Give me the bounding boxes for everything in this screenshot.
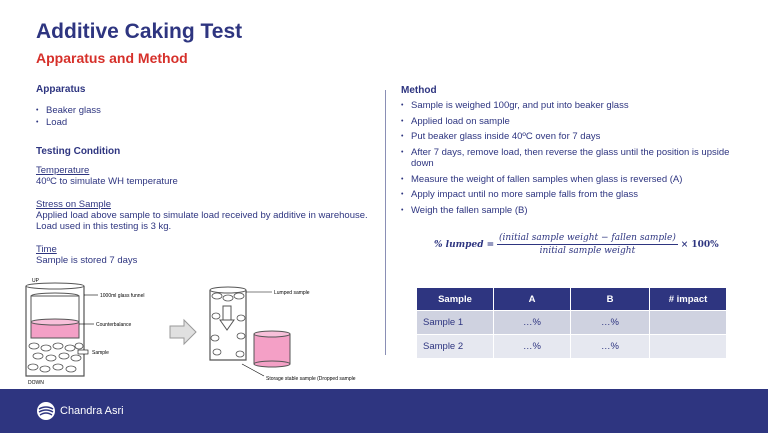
brand-name: Chandra Asri (60, 405, 124, 417)
table-cell: …% (571, 335, 650, 359)
formula-fraction (497, 233, 678, 256)
time-label: Time (36, 244, 57, 255)
lumped-formula (434, 233, 719, 256)
list-item: • Apply impact until no more sample falls from the glass (401, 189, 746, 201)
right-column (401, 85, 746, 220)
table-cell: …% (571, 311, 650, 335)
page-title: Additive Caking Test (36, 20, 243, 43)
list-item: • Applied load on sample (401, 116, 746, 128)
temperature-label: Temperature (36, 165, 90, 176)
funnel-label: 1000ml glass funnel (100, 293, 145, 299)
sample-label: Sample (92, 350, 109, 356)
list-item: • Put beaker glass inside 40ºC oven for 7 days (401, 131, 746, 143)
down-label: DOWN (28, 380, 44, 386)
table-cell (650, 311, 727, 335)
table-row (417, 335, 727, 359)
footer-bar (0, 389, 768, 433)
apparatus-heading: Apparatus (36, 84, 86, 95)
table-row (417, 311, 727, 335)
formula-denominator: initial sample weight (539, 246, 636, 256)
table-cell: …% (494, 311, 571, 335)
list-item: • Beaker glass (36, 105, 381, 117)
table-header-row (417, 288, 727, 311)
list-item: • Sample is weighed 100gr, and put into beaker glass (401, 100, 746, 112)
formula-numerator: (initial sample weight − fallen sample) (499, 233, 676, 243)
method-heading: Method (401, 85, 437, 96)
page-subtitle: Apparatus and Method (36, 50, 188, 66)
list-item: • Weigh the fallen sample (B) (401, 205, 746, 217)
table-header: Sample (417, 288, 494, 311)
table-header: A (494, 288, 571, 311)
stress-text-1: Applied load above sample to simulate load received by additive in warehouse. (36, 210, 368, 221)
list-item: • Measure the weight of fallen samples when glass is reversed (A) (401, 174, 746, 186)
stress-text-2: Load used in this testing is 3 kg. (36, 221, 172, 232)
results-table (416, 287, 727, 359)
storage-label: Storage stable sample (Dropped sample (266, 376, 356, 382)
stress-label: Stress on Sample (36, 199, 111, 210)
lumped-label: Lumped sample (274, 290, 310, 296)
table-cell: Sample 2 (417, 335, 494, 359)
table-header: B (571, 288, 650, 311)
apparatus-illustration (24, 276, 384, 388)
list-item: • After 7 days, remove load, then reverse the glass until the position is upside down (401, 147, 746, 170)
formula-rhs: × 100% (680, 240, 719, 250)
chandra-asri-logo-icon (36, 401, 56, 421)
up-label: UP (32, 278, 39, 284)
table-cell: …% (494, 335, 571, 359)
table-cell (650, 335, 727, 359)
testing-heading: Testing Condition (36, 146, 121, 157)
column-divider (385, 90, 386, 355)
list-item: • Load (36, 117, 381, 129)
table-cell: Sample 1 (417, 311, 494, 335)
temperature-text: 40ºC to simulate WH temperature (36, 176, 178, 187)
apparatus-list (36, 105, 381, 128)
left-column (36, 84, 381, 266)
method-list (401, 100, 746, 216)
formula-lhs: % lumped = (434, 240, 495, 250)
time-text: Sample is stored 7 days (36, 255, 138, 266)
table-header: # impact (650, 288, 727, 311)
counterbalance-label: Counterbalance (96, 322, 132, 328)
